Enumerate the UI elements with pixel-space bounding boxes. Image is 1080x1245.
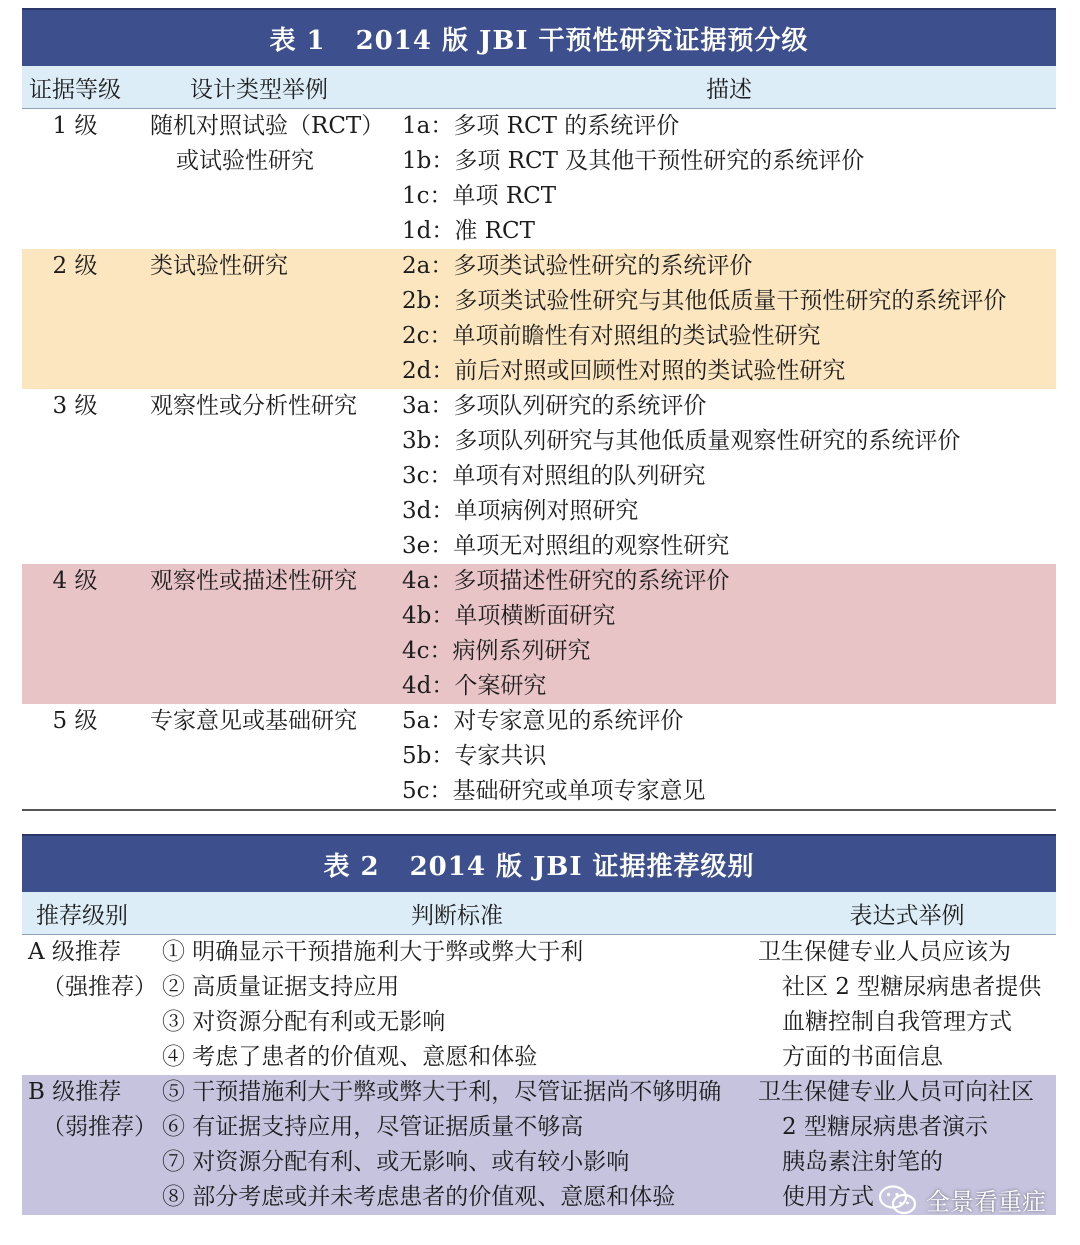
table-evidence-levels [22,8,1056,811]
level-cell: 5 级 [52,708,98,734]
table1-header-design: 设计类型举例 [190,76,328,103]
example-line: 社区 2 型糖尿病患者提供 [782,974,1042,1000]
design-cell: 或试验性研究 [176,148,314,174]
table-row [22,389,1056,564]
criteria-line: ⑦ 对资源分配有利、或无影响、或有较小影响 [162,1149,630,1175]
table2-title [22,834,1056,892]
rec-level-cell: （强推荐） [42,974,157,1000]
criteria-line: ⑥ 有证据支持应用，尽管证据质量不够高 [162,1114,584,1140]
table2-header-row [22,892,1056,935]
level-cell: 2 级 [52,253,98,279]
design-cell: 随机对照试验（RCT） [150,113,385,139]
table-recommendation-levels [22,834,1056,1215]
table2-header-criteria: 判断标准 [411,902,503,929]
rec-level-cell: A 级推荐 [28,939,121,965]
desc-line: 3b：多项队列研究与其他低质量观察性研究的系统评价 [402,428,961,454]
desc-line: 3e：单项无对照组的观察性研究 [402,533,730,559]
example-line: 方面的书面信息 [782,1044,943,1070]
desc-line: 5b：专家共识 [402,743,547,769]
desc-line: 3c：单项有对照组的队列研究 [402,463,706,489]
design-cell: 观察性或分析性研究 [150,393,357,419]
table2-header-level: 推荐级别 [36,902,128,929]
design-cell: 专家意见或基础研究 [150,708,357,734]
design-cell: 类试验性研究 [150,253,288,279]
table1-header-level: 证据等级 [29,76,121,103]
example-line: 2 型糖尿病患者演示 [782,1114,988,1140]
desc-line: 4c：病例系列研究 [402,638,591,664]
desc-line: 2c：单项前瞻性有对照组的类试验性研究 [402,323,821,349]
watermark-text: 全景看重症 [926,1188,1046,1216]
example-line: 卫生保健专业人员应该为 [758,939,1011,965]
table-row [22,249,1056,389]
desc-line: 3a：多项队列研究的系统评价 [402,393,707,419]
desc-line: 5c：基础研究或单项专家意见 [402,778,706,804]
desc-line: 4b：单项横断面研究 [402,603,616,629]
criteria-line: ④ 考虑了患者的价值观、意愿和体验 [162,1044,538,1070]
table-row [22,564,1056,704]
desc-line: 1c：单项 RCT [402,183,557,209]
criteria-line: ② 高质量证据支持应用 [162,974,400,1000]
level-cell: 3 级 [52,393,98,419]
table1-bottom-rule [22,809,1056,811]
criteria-line: ③ 对资源分配有利或无影响 [162,1009,446,1035]
desc-line: 2a：多项类试验性研究的系统评价 [402,253,753,279]
table-row [22,935,1056,1075]
wechat-icon [878,1184,918,1216]
table-row [22,109,1056,249]
desc-line: 1a：多项 RCT 的系统评价 [402,113,680,139]
table2-title-text: 2014 版 JBI 证据推荐级别 [409,851,755,882]
criteria-line: ⑤ 干预措施利大于弊或弊大于利，尽管证据尚不够明确 [162,1079,722,1105]
criteria-line: ① 明确显示干预措施利大于弊或弊大于利 [162,939,584,965]
rec-level-cell: （弱推荐） [42,1114,157,1140]
desc-line: 1b：多项 RCT 及其他干预性研究的系统评价 [402,148,865,174]
desc-line: 4d：个案研究 [402,673,547,699]
example-line: 卫生保健专业人员可向社区 [758,1079,1034,1105]
table2-title-number: 表 2 [323,851,380,882]
desc-line: 2d：前后对照或回顾性对照的类试验性研究 [402,358,846,384]
table1-title-number: 表 1 [269,25,326,56]
example-line: 血糖控制自我管理方式 [782,1009,1012,1035]
example-line: 使用方式 [782,1184,874,1210]
watermark [878,1182,1046,1217]
table1-header-row [22,66,1056,109]
level-cell: 4 级 [52,568,98,594]
desc-line: 2b：多项类试验性研究与其他低质量干预性研究的系统评价 [402,288,1007,314]
rec-level-cell: B 级推荐 [28,1079,122,1105]
design-cell: 观察性或描述性研究 [150,568,357,594]
table1-title [22,8,1056,66]
criteria-line: ⑧ 部分考虑或并未考虑患者的价值观、意愿和体验 [162,1184,676,1210]
desc-line: 1d：准 RCT [402,218,535,244]
level-cell: 1 级 [52,113,98,139]
table1-title-text: 2014 版 JBI 干预性研究证据预分级 [355,25,809,56]
table1-header-desc: 描述 [706,76,752,103]
table2-header-example: 表达式举例 [849,902,965,929]
example-line: 胰岛素注射笔的 [782,1149,943,1175]
desc-line: 4a：多项描述性研究的系统评价 [402,568,730,594]
desc-line: 5a：对专家意见的系统评价 [402,708,684,734]
table-row [22,704,1056,809]
desc-line: 3d：单项病例对照研究 [402,498,639,524]
